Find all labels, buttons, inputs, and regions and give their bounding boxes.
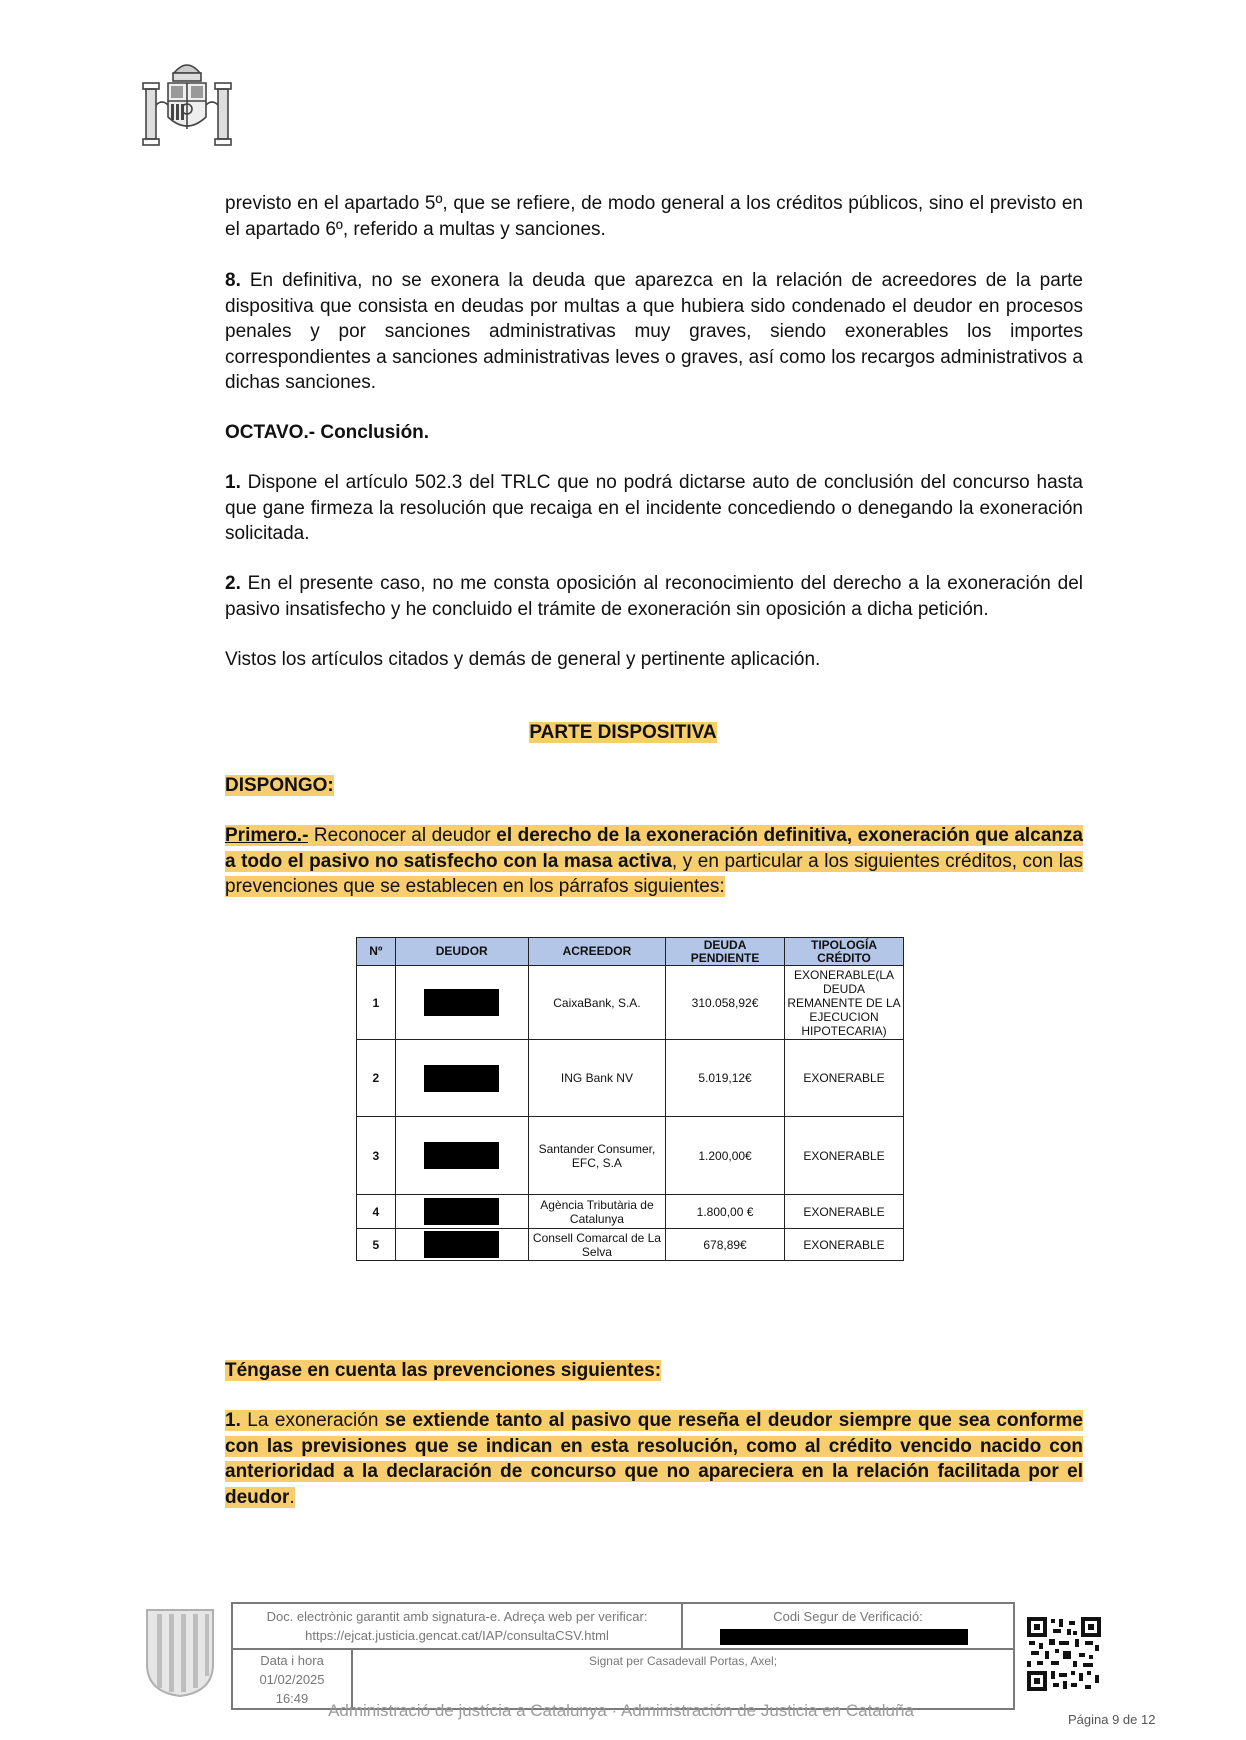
tipologia-cell: EXONERABLE [785,1117,904,1195]
tipologia-cell: EXONERABLE [785,1229,904,1261]
paragraph-number: 8. [225,270,241,291]
acreedor-cell: Consell Comarcal de La Selva [528,1229,665,1261]
redacted-block [424,1231,499,1258]
header-deuda: DEUDA PENDIENTE [666,938,785,966]
deuda-cell: 678,89€ [666,1229,785,1261]
qr-code-icon [1027,1617,1101,1691]
paragraph-number: 2. [225,573,241,594]
header-num: Nº [357,938,396,966]
header-tipologia: TIPOLOGÍA CRÉDITO [785,938,904,966]
row-num: 2 [357,1040,396,1117]
table-row [357,1229,904,1261]
footer-administration: Administració de justícia a Catalunya · Administración de Justicia en Cataluña [328,1701,914,1720]
paragraph-number: 1. [225,472,241,493]
primero-text-c: , y en particular a los siguientes créditos, con las prevenciones que se establecen en los párrafos siguientes: [225,850,1083,897]
date-value: 01/02/2025 [259,1672,325,1687]
date-label: Data i hora [260,1653,324,1668]
signature-verification-box [231,1602,1015,1710]
tengase-heading [225,1358,1083,1384]
paragraph-number: 1. [225,1410,241,1431]
dispongo-label: DISPONGO: [225,775,334,796]
tipologia-cell: EXONERABLE [785,1195,904,1229]
prevencion-text-b: se extiende tanto al pasivo que reseña el deudor siempre que sea conforme con las previsiones que se indican en esta resolución, como al crédito vencido nacido con anterioridad a la declaración de concurso que no apareciera en la relación facilitada por el deudor [225,1410,1083,1508]
prevencion-text-c: . [289,1486,295,1508]
acreedor-cell: CaixaBank, S.A. [528,966,665,1040]
verification-line-1: Doc. electrònic garantit amb signatura-e. Adreça web per verificar: [266,1609,648,1624]
paragraph-octavo-2 [225,571,1083,622]
redacted-block [424,1065,499,1092]
header-deudor: DEUDOR [395,938,528,966]
date-time-area [233,1651,351,1708]
row-num: 5 [357,1229,396,1261]
table-row [357,1117,904,1195]
spain-coat-of-arms-icon [140,55,234,151]
verification-address-text [233,1607,681,1645]
paragraph-text: Dispone el artículo 502.3 del TRLC que no podrá dictarse auto de conclusión del concurso hasta que gane firmeza la resolución que recaiga en el incidente concediendo o denegando la exoneración solicitada. [225,472,1083,544]
deuda-cell: 310.058,92€ [666,966,785,1040]
csv-label: Codi Segur de Verificació: [773,1609,923,1624]
acreedor-cell: Agència Tributària de Catalunya [528,1195,665,1229]
table-row [357,966,904,1040]
row-num: 3 [357,1117,396,1195]
primero-text-a: Reconocer al deudor [308,825,497,846]
acreedor-cell: Santander Consumer, EFC, S.A [528,1117,665,1195]
primero-text-b: el derecho de la exoneración definitiva, exoneración que alcanza a todo el pasivo no satisfecho con la masa activa [225,825,1083,872]
table-row [357,1195,904,1229]
catalonia-seal-icon [143,1606,217,1698]
creditors-table [356,937,904,1261]
table-row [357,1040,904,1117]
paragraph-primero [225,823,1083,900]
dispongo-heading [225,773,1083,799]
paragraph-prevencion-1 [225,1408,1083,1510]
section-heading-octavo: OCTAVO.- Conclusión. [225,422,430,443]
deudor-cell [395,1229,528,1261]
verification-url[interactable]: https://ejcat.justicia.gencat.cat/IAP/consultaCSV.html [305,1628,609,1643]
prevencion-text-a: La exoneración [240,1410,385,1431]
section-title-parte-dispositiva [0,722,1246,744]
deudor-cell [395,1117,528,1195]
row-num: 4 [357,1195,396,1229]
paragraph-previsto: previsto en el apartado 5º, que se refiere, de modo general a los créditos públicos, sino el previsto en el apartado 6º, referido a multas y sanciones. [225,193,1083,240]
paragraph-text: En el presente caso, no me consta oposición al reconocimiento del derecho a la exoneración del pasivo insatisfecho y he concluido el trámite de exoneración sin oposición a dicha petición. [225,573,1083,620]
parte-dispositiva-label: PARTE DISPOSITIVA [529,722,717,743]
paragraph-octavo-1 [225,470,1083,547]
table-header-row [357,938,904,966]
redacted-block [424,1198,499,1225]
time-value: 16:49 [275,1691,309,1706]
deudor-cell [395,1040,528,1117]
tengase-label: Téngase en cuenta las prevenciones siguientes: [225,1360,662,1381]
deudor-cell [395,966,528,1040]
acreedor-cell: ING Bank NV [528,1040,665,1117]
deuda-cell: 1.200,00€ [666,1117,785,1195]
csv-redacted-code [720,1629,968,1645]
deudor-cell [395,1195,528,1229]
row-num: 1 [357,966,396,1040]
tipologia-cell: EXONERABLE [785,1040,904,1117]
deuda-cell: 5.019,12€ [666,1040,785,1117]
tipologia-cell: EXONERABLE(LA DEUDA REMANENTE DE LA EJECUCION HIPOTECARIA) [785,966,904,1040]
redacted-block [424,989,499,1016]
paragraph-8 [225,268,1083,396]
redacted-block [424,1142,499,1169]
csv-code-area [683,1607,1013,1645]
header-acreedor: ACREEDOR [528,938,665,966]
paragraph-vistos: Vistos los artículos citados y demás de general y pertinente aplicación. [225,649,821,670]
page-number: Página 9 de 12 [1068,1712,1156,1727]
paragraph-text: En definitiva, no se exonera la deuda que aparezca en la relación de acreedores de la parte dispositiva que consista en deudas por multas a que hubiera sido condenado el deudor en procesos penales y por sanciones administrativas muy graves, siendo exonerables los importes correspondientes a sanciones administrativas leves o graves, así como los recargos administrativos a dichas sanciones. [225,270,1083,393]
signed-by: Signat per Casadevall Portas, Axel; [588,1654,778,1668]
deuda-cell: 1.800,00 € [666,1195,785,1229]
primero-label: Primero.- [225,825,309,846]
